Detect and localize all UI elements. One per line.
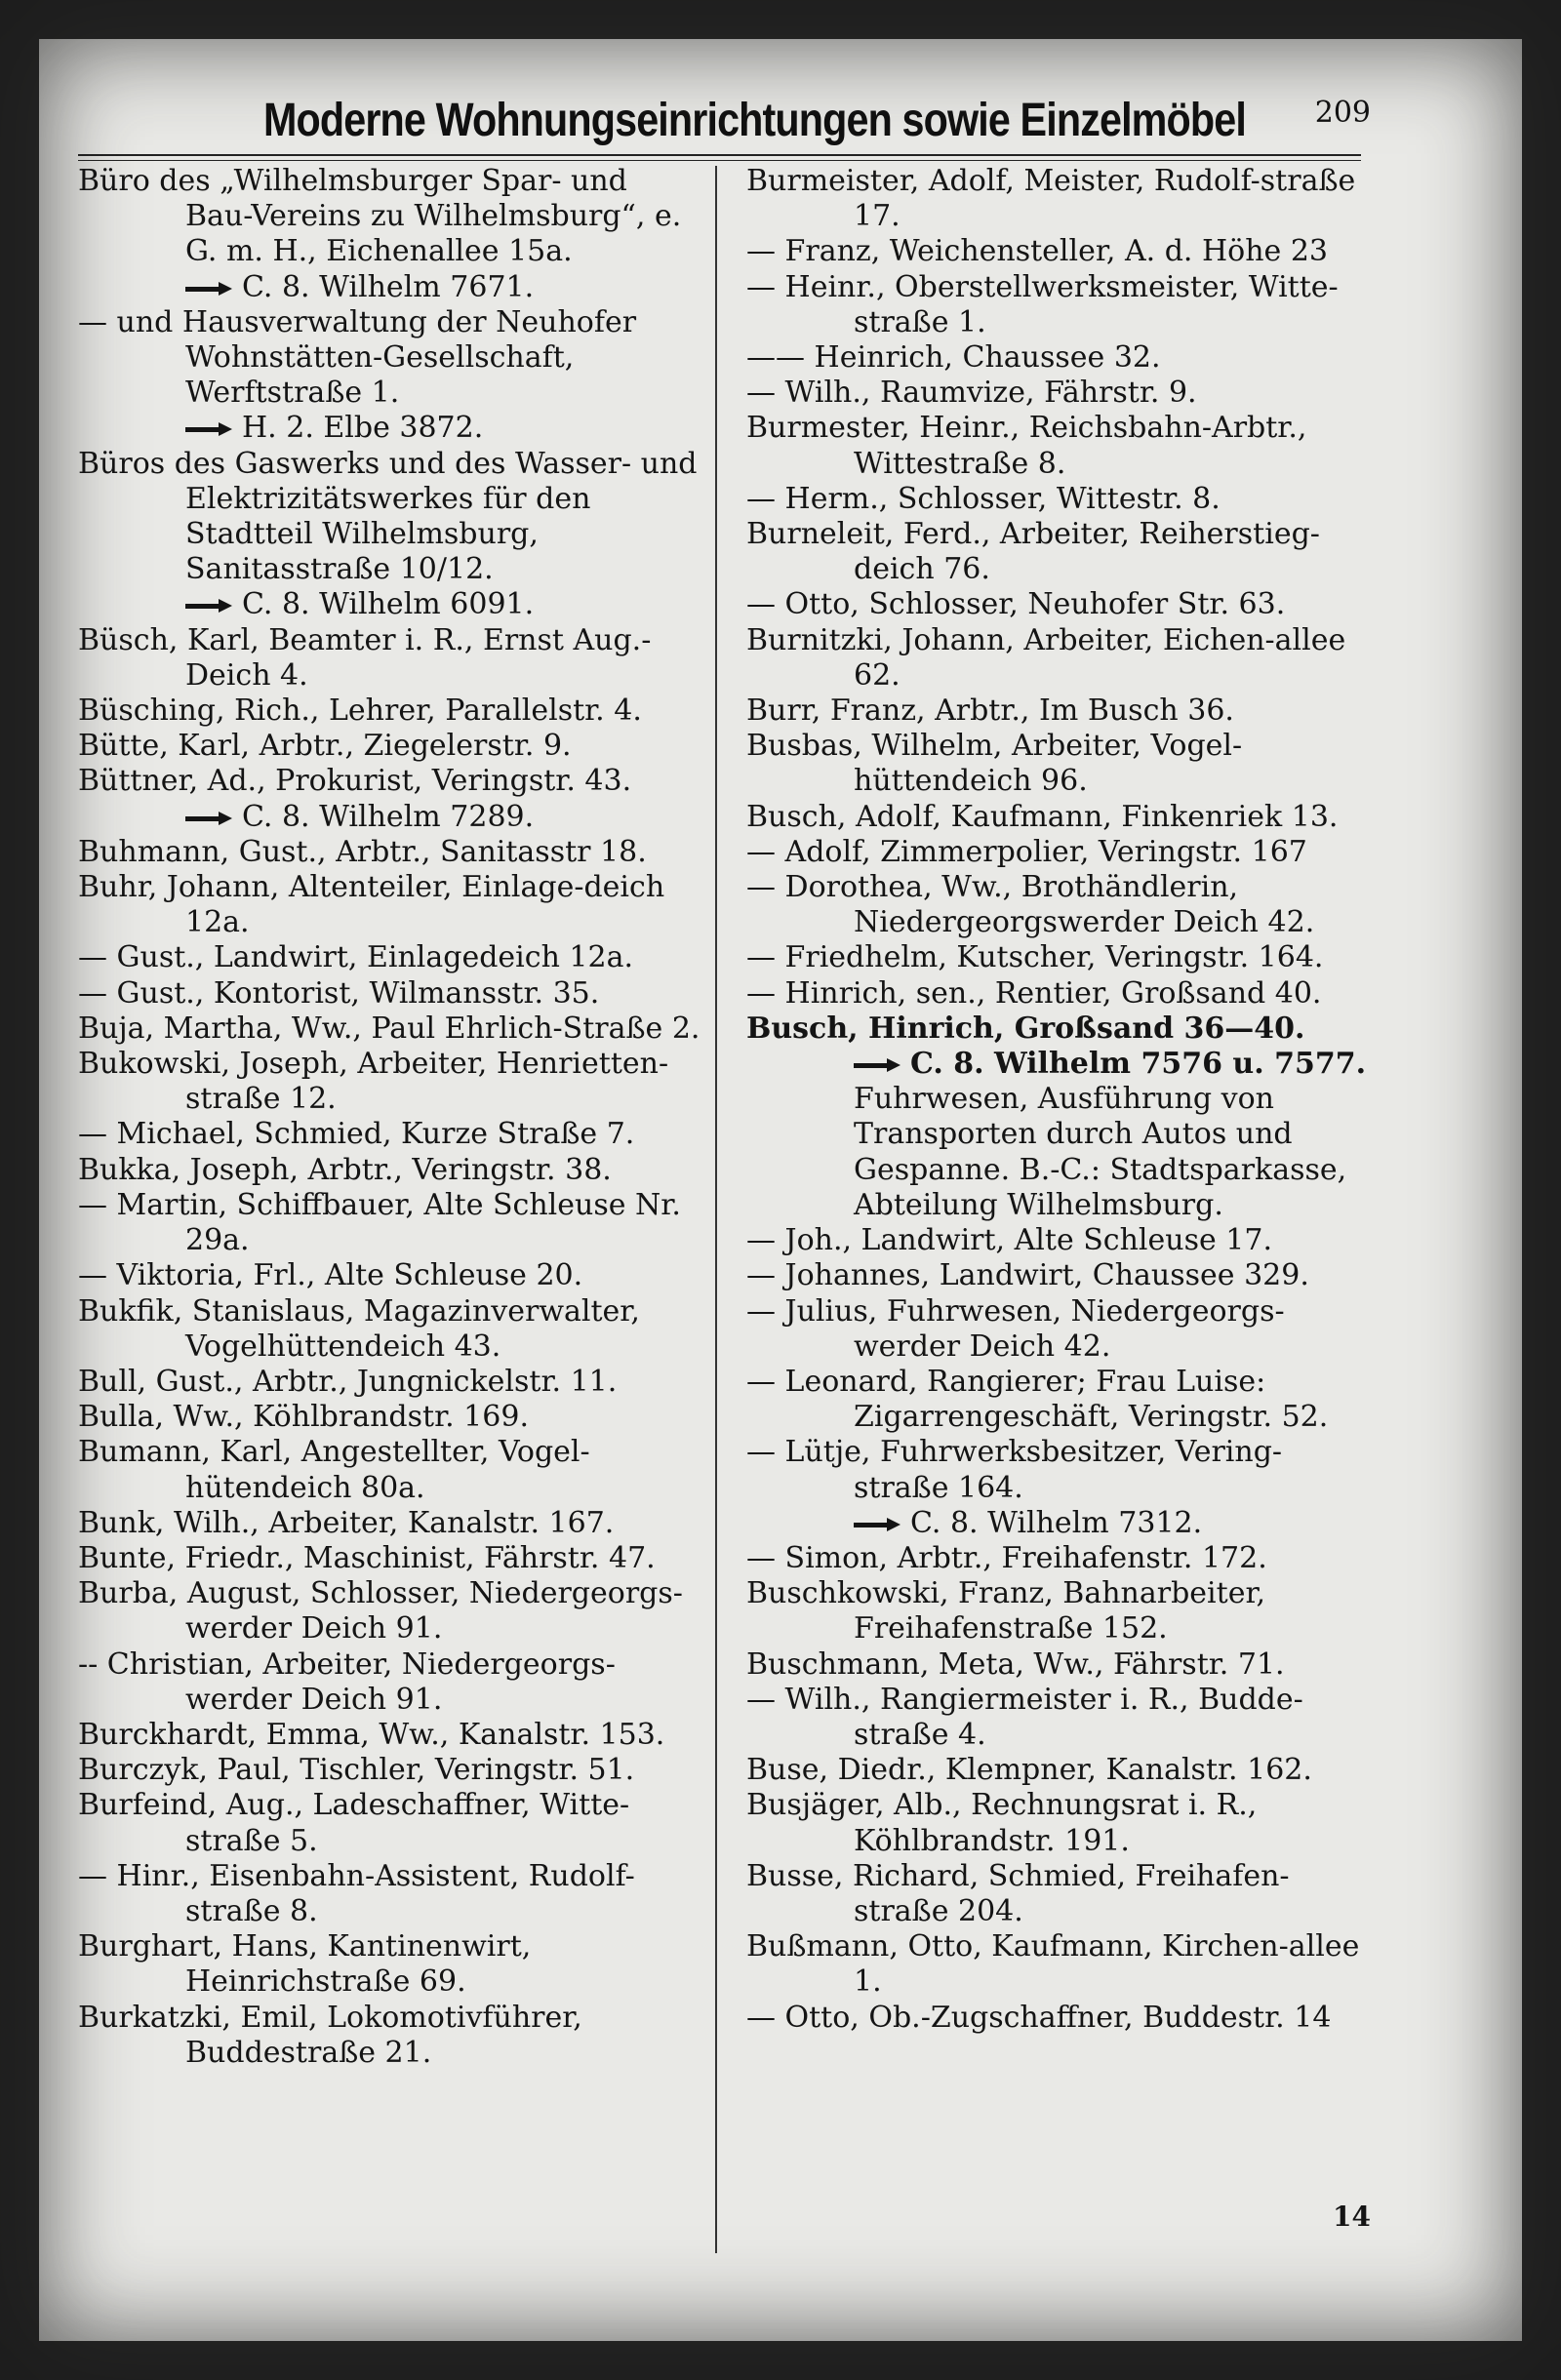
directory-entry: — Heinr., Oberstellwerksmeister, Witte-straße 1.	[746, 269, 1339, 339]
page-title: Moderne Wohnungseinrichtungen sowie Einzelmöbel	[263, 95, 1246, 146]
directory-entry: Buja, Martha, Ww., Paul Ehrlich-Straße 2.	[78, 1011, 700, 1046]
directory-entry: — Johannes, Landwirt, Chaussee 329.	[746, 1258, 1309, 1293]
phone-entry	[78, 411, 702, 446]
page-number: 209	[1314, 96, 1371, 130]
phone-number: C. 8. Wilhelm 7576 u. 7577.	[910, 1047, 1367, 1082]
telephone-icon	[185, 599, 234, 613]
directory-entry: Büsching, Rich., Lehrer, Parallelstr. 4.	[78, 694, 642, 729]
directory-entry: Fuhrwesen, Ausführung von Transporten durch Autos und Gespanne. B.-C.: Stadtsparkasse, Abteilung Wilhelmsburg.	[854, 1082, 1347, 1222]
directory-entry: — Hinr., Eisenbahn-Assistent, Rudolf-straße 8.	[78, 1858, 635, 1928]
directory-entry: Buhr, Johann, Altenteiler, Einlage-deich 12a.	[78, 870, 665, 940]
directory-entry: — Wilh., Raumvize, Fährstr. 9.	[746, 376, 1197, 411]
directory-entry: — Julius, Fuhrwesen, Niedergeorgs-werder Deich 42.	[746, 1293, 1285, 1364]
directory-entry: — Leonard, Rangierer; Frau Luise: Zigarrengeschäft, Veringstr. 52.	[746, 1364, 1329, 1435]
directory-entry: Bulla, Ww., Köhlbrandstr. 169.	[78, 1400, 529, 1435]
directory-entry: — Herm., Schlosser, Wittestr. 8.	[746, 481, 1221, 516]
directory-entry: Bunte, Friedr., Maschinist, Fährstr. 47.	[78, 1540, 656, 1575]
directory-entry: Buschkowski, Franz, Bahnarbeiter, Freihafenstraße 152.	[746, 1576, 1266, 1646]
directory-entry: — Franz, Weichensteller, A. d. Höhe 23	[746, 234, 1329, 269]
directory-entry: Burr, Franz, Arbtr., Im Busch 36.	[746, 694, 1234, 729]
directory-entry: Burfeind, Aug., Ladeschaffner, Witte-straße 5.	[78, 1788, 630, 1858]
directory-entry: Büro des „Wilhelmsburger Spar- und Bau-Vereins zu Wilhelmsburg“, e. G. m. H., Eichenallee 15a.	[78, 164, 682, 269]
right-column	[746, 164, 1371, 2036]
page-header	[78, 90, 1371, 152]
directory-entry: — Wilh., Rangiermeister i. R., Budde-straße 4.	[746, 1682, 1303, 1752]
directory-entry: — Michael, Schmied, Kurze Straße 7.	[78, 1117, 635, 1152]
phone-number: C. 8. Wilhelm 7289.	[242, 799, 535, 834]
directory-entry: — Viktoria, Frl., Alte Schleuse 20.	[78, 1258, 583, 1293]
column-divider	[715, 166, 717, 2253]
directory-entry: — Otto, Schlosser, Neuhofer Str. 63.	[746, 587, 1286, 622]
phone-entry	[78, 270, 702, 305]
phone-entry	[746, 1506, 1371, 1541]
directory-entry: — und Hausverwaltung der Neuhofer Wohnstätten-Gesellschaft, Werftstraße 1.	[78, 304, 637, 411]
directory-entry: — Gust., Landwirt, Einlagedeich 12a.	[78, 940, 634, 975]
directory-entry: — Joh., Landwirt, Alte Schleuse 17.	[746, 1223, 1272, 1258]
directory-entry: Burmester, Heinr., Reichsbahn-Arbtr., Wittestraße 8.	[746, 411, 1307, 481]
phone-entry	[78, 800, 702, 835]
phone-entry	[78, 587, 702, 622]
directory-entry: — Dorothea, Ww., Brothändlerin, Niedergeorgswerder Deich 42.	[746, 870, 1315, 940]
directory-entry: Bukka, Joseph, Arbtr., Veringstr. 38.	[78, 1152, 612, 1187]
telephone-icon	[185, 282, 234, 296]
directory-entry: Buse, Diedr., Klempner, Kanalstr. 162.	[746, 1753, 1312, 1788]
directory-entry: — Simon, Arbtr., Freihafenstr. 172.	[746, 1540, 1267, 1575]
left-column	[78, 164, 702, 2071]
phone-number: C. 8. Wilhelm 6091.	[242, 587, 535, 622]
directory-entry: Bütte, Karl, Arbtr., Ziegelerstr. 9.	[78, 729, 572, 764]
phone-entry	[746, 1047, 1371, 1082]
directory-entry: Bunk, Wilh., Arbeiter, Kanalstr. 167.	[78, 1505, 615, 1540]
directory-entry: Burba, August, Schlosser, Niedergeorgs-werder Deich 91.	[78, 1576, 683, 1646]
telephone-icon	[185, 812, 234, 825]
directory-entry: Bumann, Karl, Angestellter, Vogel-hütendeich 80a.	[78, 1435, 590, 1505]
directory-entry: — Otto, Ob.-Zugschaffner, Buddestr. 14	[746, 2000, 1332, 2035]
directory-entry: — Lütje, Fuhrwerksbesitzer, Vering-straße 164.	[746, 1435, 1283, 1505]
directory-entry: Busbas, Wilhelm, Arbeiter, Vogel-hüttendeich 96.	[746, 729, 1243, 799]
phone-number: C. 8. Wilhelm 7312.	[910, 1505, 1203, 1540]
telephone-icon	[185, 422, 234, 436]
directory-entry: Burmeister, Adolf, Meister, Rudolf-straße 17.	[746, 164, 1356, 234]
telephone-icon	[854, 1058, 902, 1072]
directory-entry: Buhmann, Gust., Arbtr., Sanitasstr 18.	[78, 834, 647, 869]
directory-entry: Bukfik, Stanislaus, Magazinverwalter, Vogelhüttendeich 43.	[78, 1293, 640, 1364]
directory-entry: — Gust., Kontorist, Wilmansstr. 35.	[78, 975, 600, 1011]
directory-entry: —— Heinrich, Chaussee 32.	[746, 340, 1161, 376]
directory-entry: Büttner, Ad., Prokurist, Veringstr. 43.	[78, 764, 632, 799]
phone-number: C. 8. Wilhelm 7671.	[242, 269, 535, 304]
directory-entry: — Martin, Schiffbauer, Alte Schleuse Nr. 29a.	[78, 1187, 681, 1258]
directory-entry: Buschmann, Meta, Ww., Fährstr. 71.	[746, 1646, 1285, 1682]
header-rule	[78, 154, 1361, 161]
directory-entry-highlighted: Busch, Hinrich, Großsand 36—40.	[746, 1011, 1305, 1046]
directory-entry: Burkatzki, Emil, Lokomotivführer, Buddestraße 21.	[78, 2000, 582, 2070]
directory-entry: Bull, Gust., Arbtr., Jungnickelstr. 11.	[78, 1364, 618, 1399]
directory-entry: Bußmann, Otto, Kaufmann, Kirchen-allee 1.	[746, 1929, 1360, 2000]
directory-entry: Burnitzki, Johann, Arbeiter, Eichen-allee 62.	[746, 622, 1346, 693]
directory-entry: — Hinrich, sen., Rentier, Großsand 40.	[746, 975, 1322, 1011]
directory-entry: Burghart, Hans, Kantinenwirt, Heinrichstraße 69.	[78, 1929, 532, 2000]
directory-entry: Bukowski, Joseph, Arbeiter, Henrietten-straße 12.	[78, 1047, 669, 1117]
directory-entry: Busch, Adolf, Kaufmann, Finkenriek 13.	[746, 799, 1339, 834]
phone-number: H. 2. Elbe 3872.	[242, 411, 484, 446]
directory-entry: Burckhardt, Emma, Ww., Kanalstr. 153.	[78, 1717, 665, 1752]
sheet-number: 14	[1333, 2201, 1371, 2233]
directory-entry: Büsch, Karl, Beamter i. R., Ernst Aug.-Deich 4.	[78, 622, 652, 693]
telephone-icon	[854, 1518, 902, 1531]
directory-entry: Burczyk, Paul, Tischler, Veringstr. 51.	[78, 1753, 635, 1788]
directory-entry: — Adolf, Zimmerpolier, Veringstr. 167	[746, 834, 1307, 869]
directory-entry: Büros des Gaswerks und des Wasser- und Elektrizitätswerkes für den Stadtteil Wilhelmsburg, Sanitasstraße 10/12.	[78, 446, 698, 587]
directory-entry: -- Christian, Arbeiter, Niedergeorgs-werder Deich 91.	[78, 1646, 616, 1717]
directory-entry: — Friedhelm, Kutscher, Veringstr. 164.	[746, 940, 1324, 975]
directory-entry: Busjäger, Alb., Rechnungsrat i. R., Köhlbrandstr. 191.	[746, 1788, 1258, 1858]
directory-entry: Busse, Richard, Schmied, Freihafen-straße 204.	[746, 1858, 1290, 1928]
directory-entry: Burneleit, Ferd., Arbeiter, Reiherstieg-deich 76.	[746, 517, 1320, 587]
